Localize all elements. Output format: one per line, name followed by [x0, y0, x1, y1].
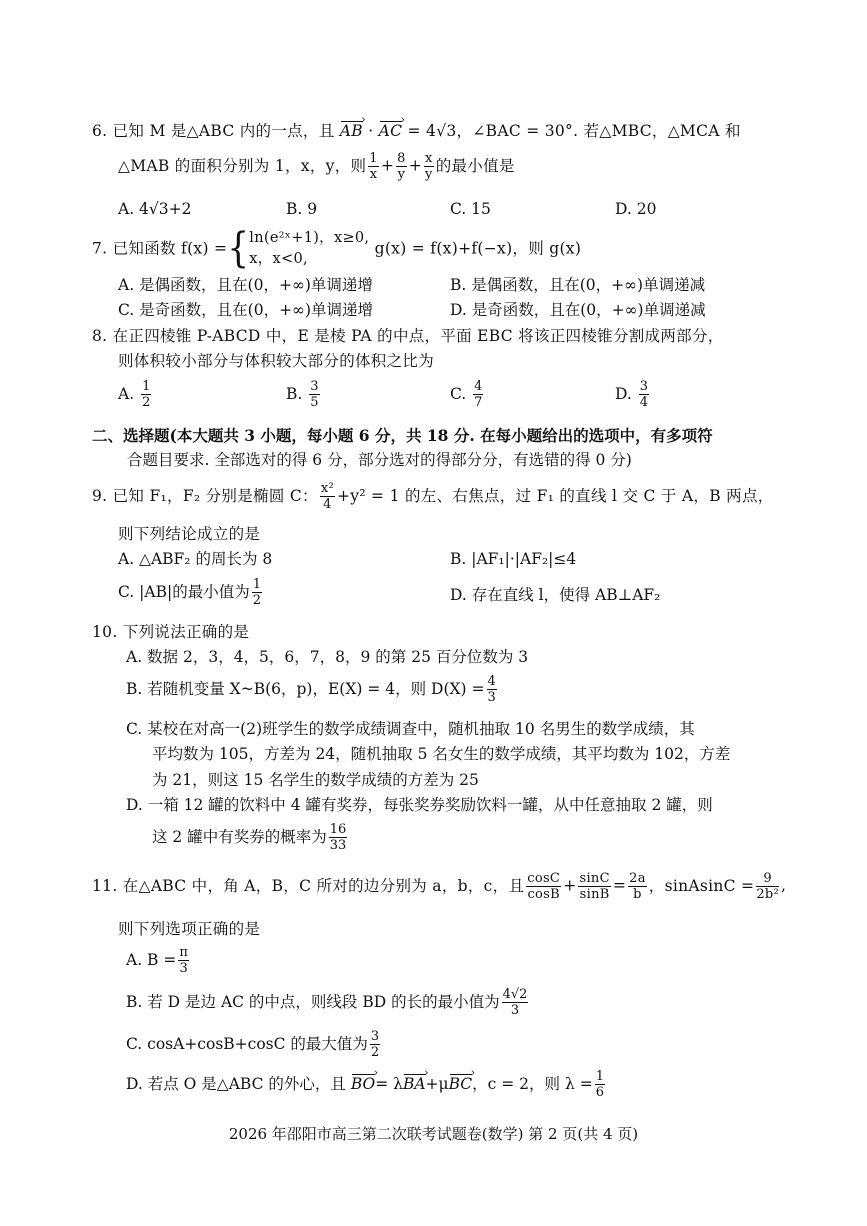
fraction — [595, 1070, 605, 1099]
fraction — [329, 823, 348, 852]
fraction — [487, 675, 497, 704]
numerator: 4 — [474, 379, 483, 394]
q11-number: 11. — [92, 876, 118, 895]
q6-text-c: △MAB 的面积分别为 1，x，y，则 — [118, 156, 367, 175]
q9-option-a[interactable]: A. △ABF₂ 的周长为 8 — [118, 550, 273, 568]
numerator: 2a — [629, 871, 646, 886]
q11-option-a[interactable] — [126, 946, 191, 975]
section-heading-line2: 合题目要求. 全部选对的得 6 分，部分选对的得部分分，有选错的得 0 分) — [127, 451, 632, 469]
q8-line2: 则体积较小部分与体积较大部分的体积之比为 — [118, 352, 435, 370]
q9-line2: 则下列结论成立的是 — [118, 525, 261, 543]
fraction — [756, 872, 779, 901]
numerator: x² — [320, 481, 334, 496]
numerator: cosC — [527, 871, 561, 886]
denominator: 2 — [252, 593, 261, 608]
q10-option-d[interactable]: D. 一箱 12 罐的饮料中 4 罐有奖券，每张奖券奖励饮料一罐，从中任意抽取 2 罐，则 — [126, 796, 713, 814]
vector-ba: BA › — [403, 1077, 426, 1093]
q10-text: 下列说法正确的是 — [122, 623, 250, 641]
option-text-tail: ，c = 2，则 λ = — [472, 1074, 593, 1093]
q11-line2: 则下列选项正确的是 — [118, 920, 261, 938]
q8-text-1: 在正四棱锥 P-ABCD 中，E 是棱 PA 的中点，平面 EBC 将该正四棱锥分割成两部分， — [112, 327, 724, 345]
q10-option-c[interactable]: C. 某校在对高一(2)班学生的数学成绩调查中，随机抽取 10 名男生的数学成绩，其 — [126, 720, 695, 738]
q9-option-c[interactable] — [118, 578, 264, 607]
q9-option-d[interactable]: D. 存在直线 l，使得 AB⊥AF₂ — [450, 586, 661, 604]
q8-option-d[interactable] — [615, 380, 651, 409]
vector-bo: BO › — [351, 1077, 375, 1093]
fraction — [424, 152, 434, 181]
numerator: x — [425, 151, 433, 166]
option-text: C. cosA+cosB+cosC 的最大值为 — [126, 1034, 368, 1053]
q10-option-c-cont1: 平均数为 105，方差为 24，随机抽取 5 名女生的数学成绩，其平均数为 102，方差 — [152, 745, 731, 763]
q8-option-b[interactable] — [286, 380, 322, 409]
q7-lead: 已知函数 f(x) = — [112, 239, 228, 258]
numerator: 16 — [329, 822, 347, 837]
q7-option-a[interactable]: A. 是偶函数，且在(0，+∞)单调递增 — [118, 276, 373, 294]
q8-option-a[interactable] — [118, 380, 153, 409]
option-text: C. |AB|的最小值为 — [118, 582, 250, 601]
denominator: b — [633, 887, 642, 902]
option-text: B. 若随机变量 X~B(6，p)，E(X) = 4，则 D(X) = — [126, 679, 485, 698]
fraction — [252, 578, 262, 607]
q7-number: 7. — [92, 239, 108, 258]
option-label: A. — [118, 384, 135, 403]
equals-lambda: = λ — [375, 1074, 403, 1093]
q7-tail: g(x) = f(x)+f(−x)，则 g(x) — [374, 239, 582, 258]
denominator: 4 — [639, 395, 649, 410]
fraction — [502, 988, 529, 1017]
denominator: 2 — [370, 1045, 380, 1060]
fraction — [628, 872, 647, 901]
denominator: 2b² — [756, 887, 780, 902]
q7-option-d[interactable]: D. 是奇函数，且在(0，+∞)单调递减 — [450, 301, 706, 319]
denominator: 7 — [474, 395, 483, 410]
fraction — [370, 1030, 380, 1059]
q11-text-a: 在△ABC 中，角 A，B，C 所对的边分别为 a，b，c，且 — [122, 876, 525, 895]
q11-option-c[interactable] — [126, 1030, 382, 1059]
piece-1: ln(e²ˣ+1)，x≥0, — [249, 230, 370, 246]
q6-line2: △MAB 的面积分别为 1，x，y，则 $\frac{1}{x}$ + $\frac{8}{y}$ + $\frac{x}{y}$ 的最小值是 — [118, 151, 515, 182]
q6-option-d[interactable]: D. 20 — [615, 200, 657, 218]
numerator: 1 — [142, 379, 151, 394]
numerator: 3 — [370, 1029, 380, 1044]
denominator: 2 — [142, 395, 151, 410]
q6-number: 6. — [92, 122, 108, 140]
denominator: cosB — [527, 887, 560, 902]
option-text: 这 2 罐中有奖券的概率为 — [152, 827, 327, 846]
denominator: y — [425, 167, 433, 182]
denominator: 4 — [323, 497, 332, 512]
denominator: 6 — [595, 1085, 604, 1100]
option-text: A. B = — [126, 950, 177, 969]
q10-option-a[interactable]: A. 数据 2，3，4，5，6，7，8，9 的第 25 百分位数为 3 — [126, 648, 529, 666]
option-text: B. 若 D 是边 AC 的中点，则线段 BD 的长的最小值为 — [126, 992, 500, 1011]
option-label: C. — [450, 384, 467, 403]
dot-operator: · — [368, 122, 374, 140]
q8-number: 8. — [92, 327, 108, 345]
denominator: 3 — [179, 961, 188, 976]
q10-stem — [92, 625, 249, 641]
option-label: D. — [615, 384, 632, 403]
page-footer: 2026 年邵阳市高三第二次联考试题卷(数学) 第 2 页(共 4 页) — [228, 1125, 639, 1143]
q10-option-d-cont — [152, 823, 349, 852]
denominator: 3 — [487, 690, 496, 705]
numerator: 4 — [487, 674, 496, 689]
q10-option-b[interactable] — [126, 675, 499, 704]
numerator: 1 — [252, 577, 261, 592]
fraction — [639, 380, 649, 409]
denominator: 5 — [310, 395, 319, 410]
denominator: y — [397, 167, 406, 182]
q11-line1: 11. 在△ABC 中，角 A，B，C 所对的边分别为 a，b，c，且 $\frac{\cos C}{\cos B}$ + $\frac{\sin C}{\sin B}$ = $\frac{2a}{b}$ ，sinAsinC = $\frac{9}{\text{2b²}}$ , — [92, 871, 787, 902]
fraction — [178, 946, 189, 975]
denominator: x — [369, 167, 378, 182]
q6-option-c[interactable]: C. 15 — [450, 200, 491, 218]
q8-line1 — [92, 329, 724, 345]
q7-line — [92, 225, 582, 274]
piece-2: x，x<0, — [249, 251, 308, 268]
q6-text-a: 已知 M 是△ABC 内的一点，且 — [112, 122, 335, 140]
section-heading-line1: 二、选择题(本大题共 3 小题，每小题 6 分，共 18 分. 在每小题给出的选项中，有多项符 — [92, 426, 713, 445]
fraction — [309, 380, 319, 409]
q9-number: 9. — [92, 486, 108, 505]
q11-text-b: ，sinAsinC = — [648, 876, 755, 895]
q6-option-b[interactable]: B. 9 — [286, 200, 318, 218]
fraction — [368, 152, 379, 181]
numerator: 3 — [310, 379, 319, 394]
q9-option-b[interactable]: B. |AF₁|·|AF₂|≤4 — [450, 550, 577, 568]
fraction — [320, 482, 335, 511]
numerator: 1 — [595, 1069, 604, 1084]
q11-option-d[interactable] — [126, 1070, 607, 1099]
plus-mu: +μ — [425, 1074, 449, 1093]
vector-ab: AB › — [340, 124, 363, 140]
q7-option-b[interactable]: B. 是偶函数，且在(0，+∞)单调递减 — [450, 276, 706, 294]
q11-option-b[interactable] — [126, 988, 530, 1017]
vector-ac: AC › — [379, 124, 403, 140]
q6-text-b: = 4√3，∠BAC = 30°. 若△MBC，△MCA 和 — [407, 122, 741, 140]
numerator: 3 — [639, 379, 649, 394]
q9-text-b: +y² = 1 的左、右焦点，过 F₁ 的直线 l 交 C 于 A，B 两点， — [336, 486, 774, 505]
option-text: D. 若点 O 是△ABC 的外心，且 — [126, 1074, 346, 1093]
q6-text-d: 的最小值是 — [435, 156, 515, 175]
fraction — [578, 872, 610, 901]
denominator: 33 — [329, 838, 347, 853]
numerator: 9 — [756, 872, 779, 887]
q8-option-c[interactable] — [450, 380, 485, 409]
left-brace-icon: { — [227, 225, 250, 274]
q6-line1 — [92, 124, 741, 140]
q10-option-c-cont2: 为 21，则这 15 名学生的数学成绩的方差为 25 — [152, 771, 479, 789]
fraction — [526, 872, 561, 901]
q9-line1 — [92, 482, 774, 511]
vector-bc: BC › — [449, 1077, 473, 1093]
denominator: 3 — [510, 1003, 520, 1018]
numerator: 4√2 — [502, 987, 528, 1002]
piecewise — [249, 228, 369, 270]
denominator: sinB — [579, 887, 610, 902]
q9-text-a: 已知 F₁，F₂ 分别是椭圆 C： — [112, 486, 318, 505]
fraction — [396, 152, 407, 181]
q7-option-c[interactable]: C. 是奇函数，且在(0，+∞)单调递增 — [118, 301, 374, 319]
numerator: π — [179, 945, 188, 960]
numerator: 1 — [369, 151, 378, 166]
fraction — [141, 380, 151, 409]
fraction — [473, 380, 483, 409]
numerator: 8 — [397, 151, 406, 166]
q10-number: 10. — [92, 623, 118, 641]
numerator: sinC — [579, 871, 610, 886]
q6-option-a[interactable]: A. 4√3+2 — [118, 200, 192, 218]
option-label: B. — [286, 384, 303, 403]
